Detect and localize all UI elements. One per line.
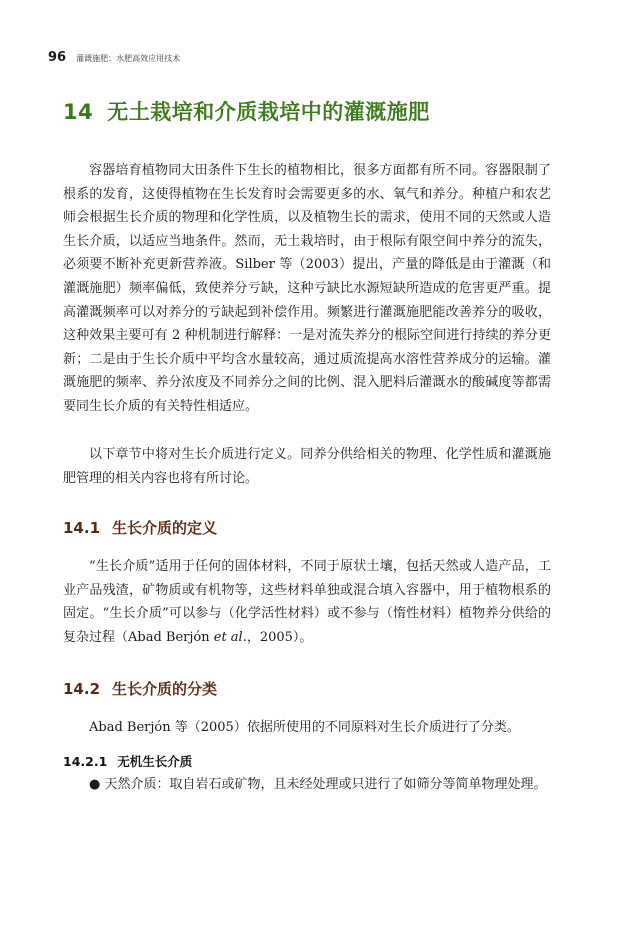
subsection-title-text: 无机生长介质 xyxy=(117,754,193,769)
chapter-number: 14 xyxy=(63,100,94,124)
section-1-paragraph xyxy=(63,555,551,649)
subsection-heading-14-2-1 xyxy=(63,752,192,770)
section-heading-14-1 xyxy=(63,517,217,538)
section-1-text-end: .，2005）。 xyxy=(242,629,313,645)
bullet-item: ● 天然介质：取自岩石或矿物，且未经处理或只进行了如筛分等简单物理处理。 xyxy=(89,777,547,792)
chapter-title-text: 无土栽培和介质栽培中的灌溉施肥 xyxy=(107,100,430,124)
section-title-text: 生长介质的分类 xyxy=(112,680,218,698)
section-number: 14.1 xyxy=(63,519,101,537)
section-number: 14.2 xyxy=(63,680,101,698)
section-1-text-start: “生长介质”适用于任何的固体材料，不同于原状土壤，包括天然或人造产品，工业产品残渣，矿物质或有机物等，这些材料单独或混合填入容器中，用于植物根系的固定。“生长介质”可以参与（化学活性材料）或不参与（惰性材料）植物养分供给的复杂过程（Abad Berjón xyxy=(63,559,551,645)
running-header-title: 灌溉施肥：水肥高效应用技术 xyxy=(76,54,181,63)
subsection-number: 14.2.1 xyxy=(63,754,108,769)
section-2-paragraph: Abad Berjón 等（2005）依据所使用的不同原料对生长介质进行了分类。 xyxy=(89,720,520,735)
chapter-title xyxy=(63,96,430,126)
intro-paragraph-1: 容器培育植物同大田条件下生长的植物相比，很多方面都有所不同。容器限制了根系的发育，这使得植物在生长发育时会需要更多的水、氧气和养分。种植户和农艺师会根据生长介质的物理和化学性质，以及植物生长的需求，使用不同的天然或人造生长介质，以适应当地条件。然而，无土栽培时，由于根际有限空间中养分的流失，必须要不断补充更新营养液。Silber 等（2003）提出，产量的降低是由于灌溉（和灌溉施肥）频率偏低，致使养分亏缺，这种亏缺比水源短缺所造成的危害更严重。提高灌溉频率可以对养分的亏缺起到补偿作用。频繁进行灌溉施肥能改善养分的吸收，这种效果主要可有 2 种机制进行解释：一是对流失养分的根际空间进行持续的养分更新；二是由于生长介质中平均含水量较高，通过质流提高水溶性营养成分的运输。灌溉施肥的频率、养分浓度及不同养分之间的比例、混入肥料后灌溉水的酸碱度等都需要同生长介质的有关特性相适应。 xyxy=(63,163,551,414)
page-number: 96 xyxy=(48,50,67,65)
section-title-text: 生长介质的定义 xyxy=(112,519,218,537)
intro-paragraph-2: 以下章节中将对生长介质进行定义。同养分供给相关的物理、化学性质和灌溉施肥管理的相关内容也将有所讨论。 xyxy=(63,447,551,486)
section-heading-14-2 xyxy=(63,678,217,699)
section-1-text-italic: et al xyxy=(213,629,243,645)
running-header xyxy=(48,50,180,65)
